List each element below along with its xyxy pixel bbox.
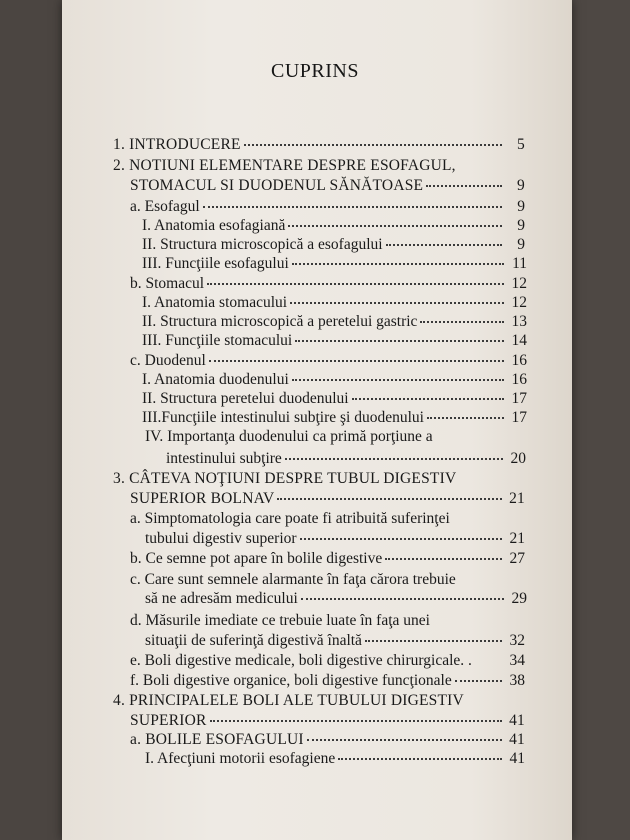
toc-entry: II. Structura microscopică a peretelui gastric 13 — [142, 313, 527, 330]
toc-entry: I. Afecţiuni motorii esofagiene 41 — [145, 750, 525, 767]
toc-entry: intestinului subţire 20 — [166, 450, 526, 467]
leader-dots — [285, 458, 503, 460]
toc-entry: 2. NOTIUNI ELEMENTARE DESPRE ESOFAGUL, — [113, 157, 456, 174]
leader-dots — [209, 360, 504, 362]
leader-dots — [277, 498, 502, 500]
leader-dots — [386, 244, 502, 246]
leader-dots — [365, 640, 502, 642]
leader-dots — [427, 417, 504, 419]
leader-dots — [352, 398, 504, 400]
leader-dots — [455, 680, 502, 682]
page-title: CUPRINS — [271, 60, 359, 82]
leader-dots — [292, 263, 504, 265]
leader-dots — [420, 321, 504, 323]
toc-entry: III. Funcţiile stomacului 14 — [142, 332, 527, 349]
leader-dots — [301, 598, 504, 600]
toc-entry: a. Simptomatologia care poate fi atribuită suferinţei — [130, 510, 450, 527]
toc-entry: SUPERIOR 41 — [130, 712, 525, 729]
toc-entry: c. Duodenul 16 — [130, 352, 527, 369]
toc-entry: să ne adresăm medicului 29 — [145, 590, 527, 607]
toc-entry: I. Anatomia stomacului 12 — [142, 294, 527, 311]
toc-entry: b. Ce semne pot apare în bolile digestive 27 — [130, 550, 525, 567]
leader-dots — [426, 185, 502, 187]
toc-entry: IV. Importanţa duodenului ca primă porţiune a — [145, 428, 433, 445]
toc-entry: I. Anatomia esofagiană 9 — [142, 217, 525, 234]
leader-dots — [288, 225, 502, 227]
leader-dots — [295, 340, 504, 342]
toc-entry: STOMACUL SI DUODENUL SĂNĂTOASE 9 — [130, 177, 525, 194]
toc-entry: f. Boli digestive organice, boli digestive funcţionale 38 — [130, 672, 525, 689]
leader-dots — [210, 720, 502, 722]
leader-dots — [338, 758, 502, 760]
toc-entry: b. Stomacul 12 — [130, 275, 527, 292]
leader-dots — [300, 538, 502, 540]
toc-entry: I. Anatomia duodenului 16 — [142, 371, 527, 388]
toc-entry: d. Măsurile imediate ce trebuie luate în faţa unei — [130, 612, 430, 629]
leader-dots — [292, 379, 504, 381]
leader-dots — [385, 558, 502, 560]
leader-dots — [203, 206, 502, 208]
toc-entry: II. Structura microscopică a esofagului 9 — [142, 236, 525, 253]
leader-dots — [290, 302, 504, 304]
toc-entry: c. Care sunt semnele alarmante în faţa cărora trebuie — [130, 571, 456, 588]
toc-entry: III.Funcţiile intestinului subţire şi duodenului 17 — [142, 409, 527, 426]
toc-entry: II. Structura peretelui duodenului 17 — [142, 390, 527, 407]
toc-entry: a. Esofagul 9 — [130, 198, 525, 215]
toc-entry: III. Funcţiile esofagului 11 — [142, 255, 527, 272]
toc-entry: SUPERIOR BOLNAV 21 — [130, 490, 525, 507]
leader-dots — [207, 283, 504, 285]
toc-entry: tubului digestiv superior 21 — [145, 530, 525, 547]
toc-entry: e. Boli digestive medicale, boli digestive chirurgicale. . 34 — [130, 652, 525, 669]
toc-entry: a. BOLILE ESOFAGULUI 41 — [130, 731, 525, 748]
leader-dots — [244, 144, 502, 146]
leader-dots — [307, 739, 502, 741]
toc-entry: situaţii de suferinţă digestivă înaltă 32 — [145, 632, 525, 649]
toc-entry: 4. PRINCIPALELE BOLI ALE TUBULUI DIGESTIV — [113, 692, 464, 709]
toc-entry: 3. CÂTEVA NOŢIUNI DESPRE TUBUL DIGESTIV — [113, 470, 457, 487]
toc-entry: 1. INTRODUCERE 5 — [113, 136, 525, 153]
